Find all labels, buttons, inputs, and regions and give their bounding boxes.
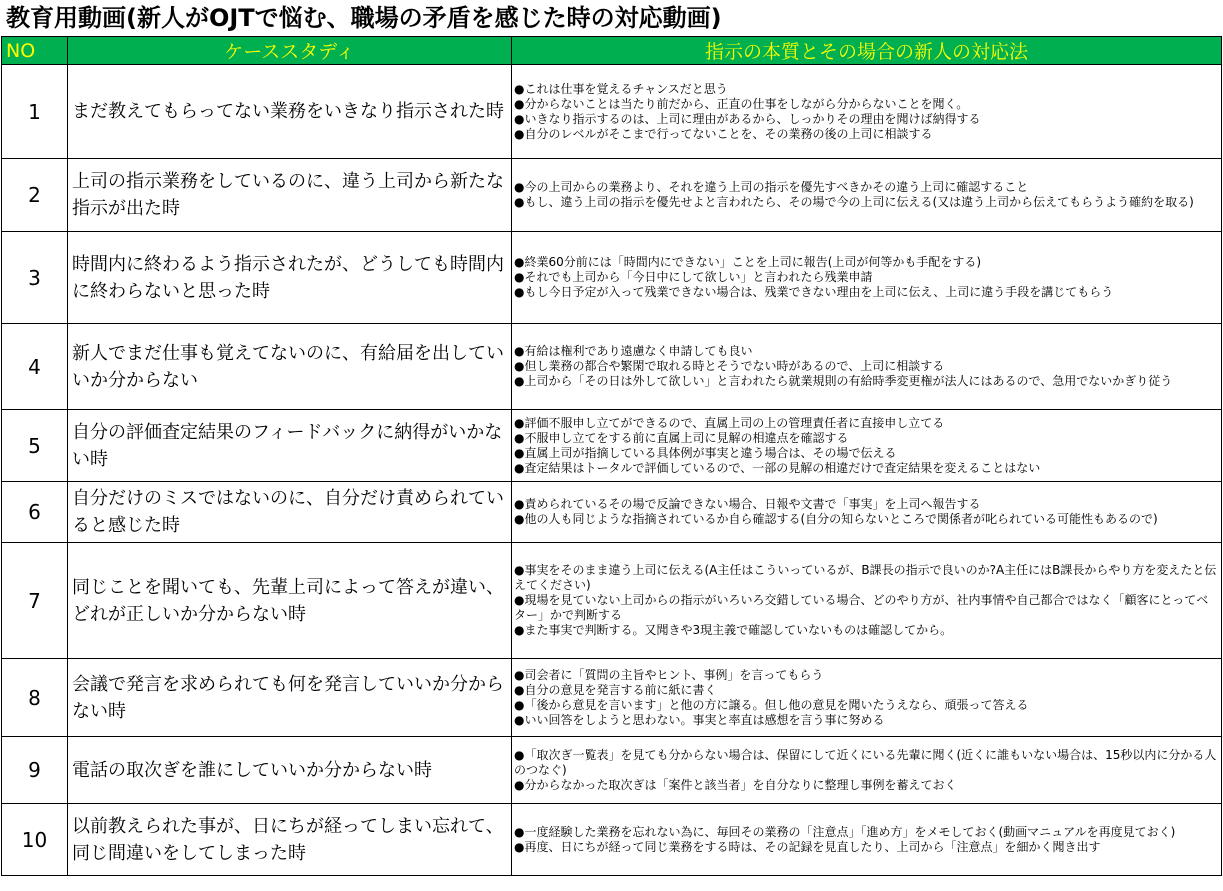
row-number: 3 (2, 232, 68, 324)
response-item: ●現場を見ていない上司からの指示がいろいろ交錯している場合、どのやり方が、社内事情や自己都合ではなく「顧客にとってベター」かで判断する (514, 593, 1209, 622)
response-item: ●一度経験した業務を忘れない為に、毎回その業務の「注意点」「進め方」をメモしておく(動画マニュアルを再度見ておく) (514, 824, 1176, 839)
response-item: ●評価不服申し立てができるので、直属上司の上の管理責任者に直接申し立てる (514, 415, 945, 430)
response-item: ●他の人も同じような指摘されているか自ら確認する(自分の知らないところで関係者が叱られている可能性もあるので) (514, 512, 1158, 526)
response-item: ●また事実で判断する。又聞きや3現主義で確認していないものは確認してから。 (514, 623, 953, 637)
case-study-text: まだ教えてもらってない業務をいきなり指示された時 (68, 65, 512, 159)
table-row (2, 324, 1222, 410)
response-cell (512, 543, 1222, 659)
response-item: ●直属上司が指摘している具体例が事実と違う場合は、その場で伝える (514, 445, 897, 460)
row-number: 8 (2, 659, 68, 737)
response-item: ●不服申し立てをする前に直属上司に見解の相違点を確認する (514, 430, 849, 445)
table-row (2, 737, 1222, 804)
row-number: 5 (2, 410, 68, 482)
response-item: ●有給は権利であり遠慮なく申請しても良い (514, 344, 753, 358)
response-item: ●但し業務の都合や繁閑で取れる時とそうでない時があるので、上司に相談する (514, 359, 945, 373)
row-number: 1 (2, 65, 68, 159)
response-item: ●終業60分前には「時間内にできない」ことを上司に報告(上司が何等かも手配をする) (514, 255, 982, 269)
response-item: ●自分の意見を発言する前に紙に書く (514, 682, 717, 697)
table-row (2, 804, 1222, 876)
response-item: ●それでも上司から「今日中にして欲しい」と言われたら残業申請 (514, 270, 873, 284)
response-cell (512, 737, 1222, 804)
response-cell (512, 482, 1222, 543)
row-number: 9 (2, 737, 68, 804)
table-row (2, 159, 1222, 232)
response-item: ●「取次ぎ一覧表」を見ても分からない場合は、保留にして近くにいる先輩に聞く(近くに誰もいない場合は、15秒以内に分かる人のつなぐ) (514, 747, 1217, 777)
table-row (2, 659, 1222, 737)
response-item: ●分からなかった取次ぎは「案件と該当者」を自分なりに整理し事例を蓄えておく (514, 777, 957, 792)
header-no: NO (2, 37, 68, 65)
header-case-study: ケーススタディ (68, 37, 512, 65)
response-cell (512, 659, 1222, 737)
response-item: ●上司から「その日は外して欲しい」と言われたら就業規則の有給時季変更権が法人にはあるので、急用でないかぎり従う (514, 374, 1173, 388)
response-item: ●事実をそのまま違う上司に伝える(A主任はこういっているが、B課長の指示で良いのか?A主任にはB課長からやり方を変えたと伝えてください) (514, 563, 1217, 592)
response-item: ●再度、日にちが経って同じ業務をする時は、その記録を見直したり、上司から「注意点」を細かく聞き出す (514, 839, 1101, 854)
case-study-text: 新人でまだ仕事も覚えてないのに、有給届を出していいか分からない (68, 324, 512, 410)
response-item: ●今の上司からの業務より、それを違う上司の指示を優先すべきかその違う上司に確認すること (514, 180, 1029, 194)
case-study-text: 自分の評価査定結果のフィードバックに納得がいかない時 (68, 410, 512, 482)
response-item: ●これは仕事を覚えるチャンスだと思う (514, 81, 728, 96)
table-header-row (2, 37, 1222, 65)
response-item: ●いきなり指示するのは、上司に理由があるから、しっかりその理由を聞けば納得する (514, 111, 981, 126)
response-item: ●自分のレベルがそこまで行ってないことを、その業務の後の上司に相談する (514, 126, 933, 141)
case-study-text: 上司の指示業務をしているのに、違う上司から新たな指示が出た時 (68, 159, 512, 232)
case-study-text: 電話の取次ぎを誰にしていいか分からない時 (68, 737, 512, 804)
row-number: 6 (2, 482, 68, 543)
response-cell (512, 232, 1222, 324)
case-study-text: 会議で発言を求められても何を発言していいか分からない時 (68, 659, 512, 737)
response-item: ●分からないことは当たり前だから、正直の仕事をしながら分からないことを聞く。 (514, 96, 969, 111)
case-study-text: 以前教えられた事が、日にちが経ってしまい忘れて、同じ間違いをしてしまった時 (68, 804, 512, 876)
response-cell (512, 159, 1222, 232)
header-response: 指示の本質とその場合の新人の対応法 (512, 37, 1222, 65)
response-cell (512, 804, 1222, 876)
table-row (2, 543, 1222, 659)
table-row (2, 410, 1222, 482)
case-study-text: 同じことを聞いても、先輩上司によって答えが違い、どれが正しいか分からない時 (68, 543, 512, 659)
row-number: 2 (2, 159, 68, 232)
row-number: 4 (2, 324, 68, 410)
response-item: ●査定結果はトータルで評価しているので、一部の見解の相違だけで査定結果を変えることはない (514, 460, 1041, 475)
response-item: ●「後から意見を言います」と他の方に譲る。但し他の意見を聞いたうえなら、頑張って答える (514, 697, 1029, 712)
response-item: ●司会者に「質問の主旨やヒント、事例」を言ってもらう (514, 667, 824, 682)
case-study-table (1, 36, 1222, 876)
response-item: ●いい回答をしようと思わない。事実と率直は感想を言う事に努める (514, 712, 885, 727)
row-number: 7 (2, 543, 68, 659)
response-item: ●もし、違う上司の指示を優先せよと言われたら、その場で今の上司に伝える(又は違う上司から伝えてもらうよう確約を取る) (514, 195, 1194, 209)
row-number: 10 (2, 804, 68, 876)
table-row (2, 65, 1222, 159)
case-study-text: 自分だけのミスではないのに、自分だけ責められていると感じた時 (68, 482, 512, 543)
case-study-text: 時間内に終わるよう指示されたが、どうしても時間内に終わらないと思った時 (68, 232, 512, 324)
response-item: ●責められているその場で反論できない場合、日報や文書で「事実」を上司へ報告する (514, 497, 981, 511)
page-title: 教育用動画(新人がOJTで悩む、職場の矛盾を感じた時の対応動画) (6, 4, 722, 32)
response-cell (512, 65, 1222, 159)
table-row (2, 482, 1222, 543)
table-row (2, 232, 1222, 324)
response-item: ●もし今日予定が入って残業できない場合は、残業できない理由を上司に伝え、上司に違う手段を講じてもらう (514, 285, 1114, 299)
response-cell (512, 410, 1222, 482)
response-cell (512, 324, 1222, 410)
